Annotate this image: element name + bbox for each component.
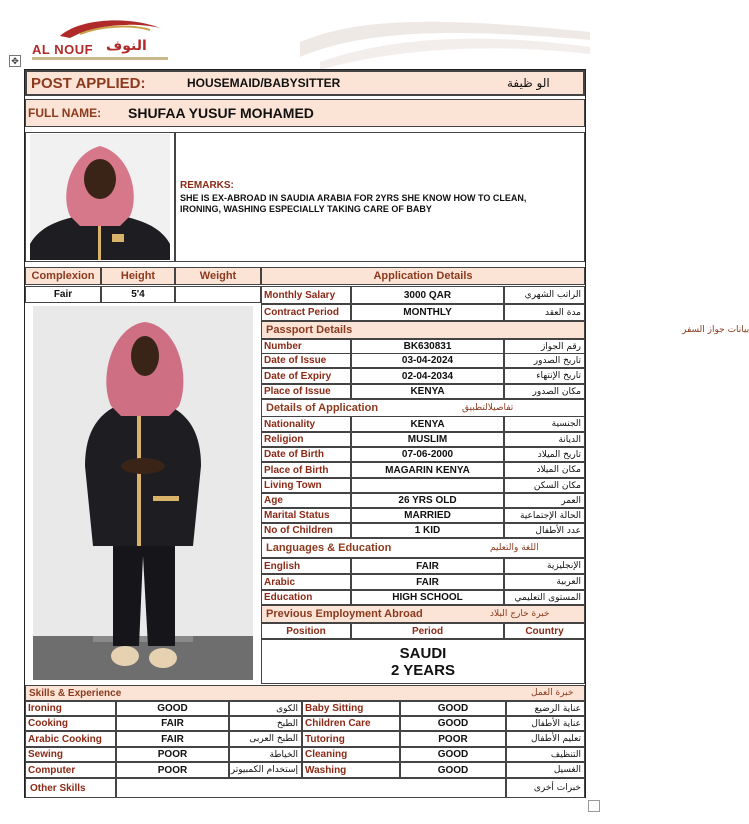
expiry-date-value: 02-04-2034: [351, 368, 504, 384]
skill-sewing-arabic: الخياطة: [229, 747, 302, 762]
issue-date-arabic: تاريخ الصدور: [504, 353, 585, 368]
skill-babysitting-value: GOOD: [400, 701, 506, 716]
skills-header: [25, 685, 585, 701]
skill-ironing-arabic: الكوى: [229, 701, 302, 716]
arabic-label: Arabic: [261, 574, 351, 590]
education-value: HIGH SCHOOL: [351, 590, 504, 605]
education-label: Education: [261, 590, 351, 605]
living-town-arabic: مكان السكن: [504, 478, 585, 493]
skill-cleaning-label: Cleaning: [302, 747, 400, 762]
age-label: Age: [261, 493, 351, 508]
complexion-header: Complexion: [25, 267, 101, 285]
other-skills-label: Other Skills: [25, 778, 116, 798]
skill-arabic-cooking-label: Arabic Cooking: [25, 731, 116, 747]
pob-label: Place of Birth: [261, 462, 351, 478]
other-skills-arabic: خبرات أخرى: [506, 778, 585, 798]
position-header: Position: [261, 623, 351, 639]
weight-value: [175, 286, 261, 303]
post-applied-value: HOUSEMAID/BABYSITTER: [187, 76, 341, 90]
marital-status-value: MARRIED: [351, 508, 504, 523]
employment-entry: [261, 639, 585, 684]
english-value: FAIR: [351, 558, 504, 574]
pob-value: MAGARIN KENYA: [351, 462, 504, 478]
dob-arabic: تاريخ الميلاد: [504, 447, 585, 462]
table-resize-handle-icon[interactable]: [588, 800, 600, 812]
brand-name-arabic: النوف: [106, 38, 147, 54]
post-applied-row: [25, 70, 585, 96]
salary-arabic: الراتب الشهري: [504, 286, 585, 304]
skill-tutoring-arabic: تعليم الأطفال: [506, 731, 585, 747]
marital-status-label: Marital Status: [261, 508, 351, 523]
issue-date-label: Date of Issue: [261, 353, 351, 368]
contract-label: Contract Period: [261, 304, 351, 321]
employment-title-arabic: خبرة خارج البلاد: [490, 609, 550, 619]
skill-babysitting-arabic: عناية الرضيع: [506, 701, 585, 716]
full-name-label: FULL NAME:: [28, 106, 102, 120]
arabic-arabic: العربية: [504, 574, 585, 590]
salary-value: 3000 QAR: [351, 286, 504, 304]
skill-tutoring-label: Tutoring: [302, 731, 400, 747]
skill-cooking-arabic: الطبخ: [229, 716, 302, 731]
passport-header: [261, 321, 749, 339]
post-applied-label: POST APPLIED:: [31, 74, 146, 92]
portrait-photo: [30, 134, 170, 260]
expiry-date-arabic: تاريخ الإنتهاء: [504, 368, 585, 384]
employment-header: [261, 605, 585, 623]
skill-washing-value: GOOD: [400, 762, 506, 778]
languages-title-arabic: اللغة والتعليم: [490, 543, 539, 553]
skill-sewing-value: POOR: [116, 747, 229, 762]
nationality-label: Nationality: [261, 416, 351, 432]
marital-status-arabic: الحالة الإجتماعية: [504, 508, 585, 523]
religion-value: MUSLIM: [351, 432, 504, 447]
skill-tutoring-value: POOR: [400, 731, 506, 747]
education-arabic: المستوى التعليمي: [504, 590, 585, 605]
skill-computer-label: Computer: [25, 762, 116, 778]
remarks-text: SHE IS EX-ABROAD IN SAUDIA ARABIA FOR 2YRS SHE KNOW HOW TO CLEAN, IRONING, WASHING ESPECIALLY TAKING CARE OF BABY: [180, 193, 527, 214]
passport-title-arabic: بيانات جواز السفر: [682, 325, 749, 335]
arabic-value: FAIR: [351, 574, 504, 590]
contract-arabic: مدة العقد: [504, 304, 585, 321]
place-of-issue-label: Place of Issue: [261, 384, 351, 399]
skill-computer-arabic: إستخدام الكمبيوتر: [229, 762, 302, 778]
salary-label: Monthly Salary: [261, 286, 351, 304]
skill-childrencare-arabic: عناية الأطفال: [506, 716, 585, 731]
table-move-handle-icon[interactable]: ✥: [9, 55, 21, 67]
skills-title-arabic: خبرة العمل: [531, 688, 574, 698]
passport-number-arabic: رقم الجواز: [504, 339, 585, 354]
full-name-value: SHUFAA YUSUF MOHAMED: [128, 105, 314, 121]
religion-arabic: الديانة: [504, 432, 585, 447]
skill-sewing-label: Sewing: [25, 747, 116, 762]
contract-value: MONTHLY: [351, 304, 504, 321]
living-town-label: Living Town: [261, 478, 351, 493]
brand-name: AL NOUF: [32, 42, 94, 57]
application-details-header: Application Details: [261, 267, 585, 285]
weight-header: Weight: [175, 267, 261, 285]
place-of-issue-value: KENYA: [351, 384, 504, 399]
languages-header: [261, 538, 585, 558]
remarks-label: REMARKS:: [180, 180, 234, 191]
employment-country: SAUDI: [399, 644, 447, 662]
skill-computer-value: POOR: [116, 762, 229, 778]
height-value: 5'4: [101, 286, 175, 303]
passport-number-label: Number: [261, 339, 351, 354]
dob-label: Date of Birth: [261, 447, 351, 462]
skill-cleaning-arabic: التنظيف: [506, 747, 585, 762]
age-value: 26 YRS OLD: [351, 493, 504, 508]
skill-arabic-cooking-arabic: الطبخ العربى: [229, 731, 302, 747]
expiry-date-label: Date of Expiry: [261, 368, 351, 384]
skill-cleaning-value: GOOD: [400, 747, 506, 762]
employment-title: Previous Employment Abroad: [266, 608, 423, 620]
dob-value: 07-06-2000: [351, 447, 504, 462]
passport-title: Passport Details: [266, 324, 353, 336]
english-arabic: الإنجليزية: [504, 558, 585, 574]
skill-ironing-value: GOOD: [116, 701, 229, 716]
skill-cooking-label: Cooking: [25, 716, 116, 731]
place-of-issue-arabic: مكان الصدور: [504, 384, 585, 399]
details-title-arabic: تفاصيلالتطبيق: [462, 403, 514, 413]
full-name-row: [25, 99, 585, 127]
living-town-value: [351, 478, 504, 493]
details-header: [261, 399, 585, 417]
height-header: Height: [101, 267, 175, 285]
company-logo: [30, 14, 170, 64]
children-value: 1 KID: [351, 523, 504, 538]
age-arabic: العمر: [504, 493, 585, 508]
skill-washing-label: Washing: [302, 762, 400, 778]
english-label: English: [261, 558, 351, 574]
decorative-wave: [300, 12, 590, 72]
children-arabic: عدد الأطفال: [504, 523, 585, 538]
skill-washing-arabic: الغسيل: [506, 762, 585, 778]
post-applied-arabic: الو ظيفة: [507, 76, 550, 90]
skill-ironing-label: Ironing: [25, 701, 116, 716]
skills-title: Skills & Experience: [29, 687, 122, 699]
skill-arabic-cooking-value: FAIR: [116, 731, 229, 747]
religion-label: Religion: [261, 432, 351, 447]
period-header: Period: [351, 623, 504, 639]
skill-childrencare-label: Children Care: [302, 716, 400, 731]
complexion-value: Fair: [25, 286, 101, 303]
full-length-photo: [33, 306, 253, 680]
skill-cooking-value: FAIR: [116, 716, 229, 731]
other-skills-value: [116, 778, 506, 798]
skill-childrencare-value: GOOD: [400, 716, 506, 731]
employment-period: 2 YEARS: [391, 661, 455, 679]
languages-title: Languages & Education: [266, 542, 392, 554]
details-title: Details of Application: [266, 402, 379, 414]
pob-arabic: مكان الميلاد: [504, 462, 585, 478]
children-label: No of Children: [261, 523, 351, 538]
passport-number-value: BK630831: [351, 339, 504, 354]
nationality-arabic: الجنسية: [504, 416, 585, 432]
nationality-value: KENYA: [351, 416, 504, 432]
logo-tagline-bar: [32, 57, 168, 60]
skill-babysitting-label: Baby Sitting: [302, 701, 400, 716]
issue-date-value: 03-04-2024: [351, 353, 504, 368]
country-header: Country: [504, 623, 585, 639]
